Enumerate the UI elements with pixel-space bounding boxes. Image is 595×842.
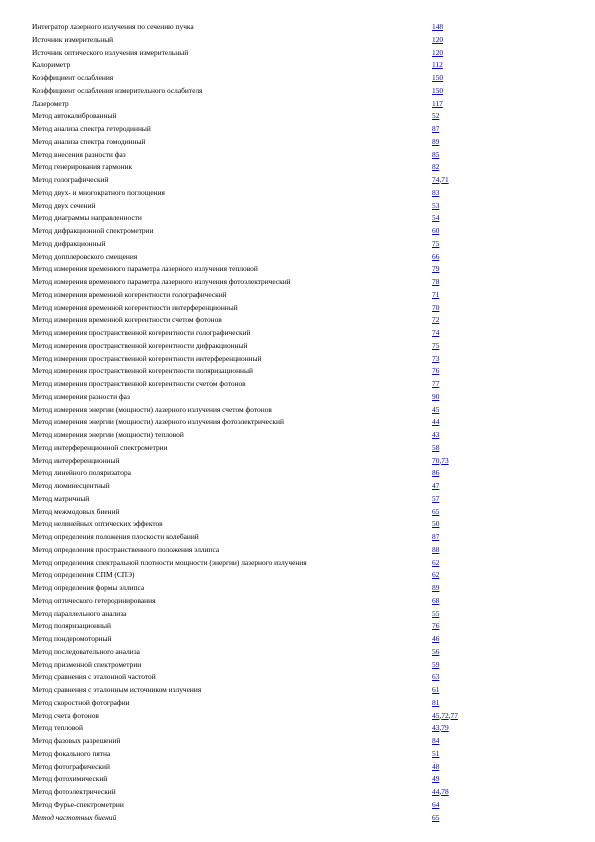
index-entry: [32, 620, 572, 633]
index-entry: [32, 391, 572, 404]
page-references: [432, 467, 439, 480]
index-term: Метод линейного поляризатора: [32, 468, 131, 478]
page-link[interactable]: 87: [432, 124, 440, 133]
page-references: [432, 416, 439, 429]
page-references: [432, 225, 439, 238]
page-link[interactable]: 70: [432, 455, 440, 465]
page-references: [432, 608, 439, 621]
page-link[interactable]: 55: [432, 608, 440, 618]
page-link[interactable]: 46: [432, 634, 440, 643]
page-link[interactable]: 87: [432, 532, 440, 541]
page-references: [432, 442, 439, 455]
page-link[interactable]: 53: [432, 200, 440, 210]
page-references: [432, 289, 439, 302]
index-term: Метод скоростной фотографии: [32, 697, 130, 707]
page-references: [432, 276, 439, 289]
page-references: [432, 455, 449, 468]
page-link[interactable]: 77: [450, 710, 458, 720]
page-link[interactable]: 65: [432, 812, 440, 822]
page-link[interactable]: 120: [432, 47, 444, 57]
page-link[interactable]: 61: [432, 685, 440, 694]
index-entry: [32, 200, 572, 213]
page-references: [432, 340, 439, 353]
page-link[interactable]: 150: [432, 73, 444, 82]
page-references: [432, 174, 449, 187]
page-references: [432, 761, 439, 774]
page-link[interactable]: 72: [432, 315, 440, 325]
page-link[interactable]: 71: [432, 289, 440, 299]
index-term: Метод определения положения плоскости колебаний: [32, 532, 199, 541]
index-entry: [32, 314, 572, 327]
page-link[interactable]: 74: [432, 328, 440, 337]
page-link[interactable]: 73: [432, 353, 440, 363]
page-references: [432, 327, 439, 340]
index-entry: [32, 238, 572, 251]
page-references: [432, 123, 439, 136]
index-entry: [32, 518, 572, 531]
index-term: Метод определения пространственного положения эллипса: [32, 544, 220, 554]
index-entry: [32, 251, 572, 264]
index-entry: [32, 442, 572, 455]
index-entry: [32, 85, 572, 98]
page-references: [432, 314, 439, 327]
page-references: [432, 391, 439, 404]
index-term: Лазерометр: [32, 98, 69, 108]
page-references: [432, 404, 439, 417]
page-link[interactable]: 148: [432, 22, 444, 31]
page-link[interactable]: 89: [432, 583, 440, 592]
page-link[interactable]: 78: [432, 277, 440, 286]
page-references: [432, 212, 439, 225]
page-link[interactable]: 56: [432, 646, 440, 656]
page-link[interactable]: 51: [432, 748, 440, 758]
page-link[interactable]: 43: [432, 723, 440, 733]
page-link[interactable]: 81: [432, 697, 440, 707]
page-references: [432, 59, 443, 72]
index-entry: [32, 263, 572, 276]
index-term: Метод измерения временной когерентности голографический: [32, 289, 227, 299]
index-entry: [32, 812, 572, 825]
index-term: Метод фотографический: [32, 761, 110, 771]
page-references: [432, 684, 439, 697]
page-references: [432, 21, 443, 34]
index-entry: [32, 98, 572, 111]
page-references: [432, 429, 439, 442]
index-term: Метод нелинейных оптических эффектов: [32, 519, 163, 529]
page-link[interactable]: 68: [432, 595, 440, 605]
index-entry: [32, 149, 572, 162]
index-entry: [32, 467, 572, 480]
page-link[interactable]: 58: [432, 442, 440, 452]
index-entry: [32, 633, 572, 646]
page-references: [432, 72, 443, 85]
index-term: Метод измерения пространственной когерентности голографический: [32, 328, 251, 337]
page-separator: ,: [439, 787, 442, 796]
page-references: [432, 353, 439, 366]
index-term: Метод измерения временной когерентности счетом фотонов: [32, 315, 222, 325]
index-entry: [32, 429, 572, 442]
page-link[interactable]: 72: [441, 710, 449, 720]
page-separator: ,: [439, 455, 442, 465]
page-link[interactable]: 79: [441, 723, 449, 733]
page-link[interactable]: 77: [432, 379, 440, 388]
index-term: Метод тепловой: [32, 723, 83, 733]
index-term: Метод двух сечений: [32, 200, 96, 210]
page-link[interactable]: 120: [432, 34, 444, 44]
index-term: Метод допплеровского смещения: [32, 251, 138, 261]
page-references: [432, 671, 439, 684]
page-link[interactable]: 88: [432, 544, 440, 554]
index-term: Метод люминесцентный: [32, 481, 110, 490]
index-term: Метод голографический: [32, 175, 109, 184]
page-link[interactable]: 75: [432, 340, 440, 350]
page-references: [432, 200, 439, 213]
page-link[interactable]: 64: [432, 799, 440, 809]
page-references: [432, 506, 439, 519]
page-link[interactable]: 76: [432, 366, 440, 376]
page-references: [432, 161, 439, 174]
page-link[interactable]: 54: [432, 213, 440, 223]
page-references: [432, 748, 439, 761]
index-entry: [32, 378, 572, 391]
index-entry: [32, 735, 572, 748]
page-references: [432, 85, 443, 98]
index-term: Метод параллельного анализа: [32, 608, 127, 618]
page-link[interactable]: 65: [432, 506, 440, 516]
index-entry: [32, 582, 572, 595]
subject-index: [32, 21, 572, 824]
page-references: [432, 786, 449, 799]
index-entry: [32, 416, 572, 429]
index-term: Метод интерференционной спектрометрии: [32, 442, 168, 452]
page-separator: ,: [439, 175, 442, 184]
index-term: Метод определения формы эллипса: [32, 583, 145, 592]
page-references: [432, 812, 439, 825]
index-entry: [32, 365, 572, 378]
page-link[interactable]: 86: [432, 468, 440, 478]
page-link[interactable]: 85: [432, 149, 440, 159]
index-term: Метод измерения временного параметра лазерного излучения тепловой: [32, 264, 258, 274]
index-term: Метод измерения временного параметра лазерного излучения фотоэлектрический: [32, 277, 291, 286]
index-entry: [32, 340, 572, 353]
index-term: Метод фотоэлектрический: [32, 787, 116, 796]
index-entry: [32, 110, 572, 123]
page-references: [432, 480, 439, 493]
index-entry: [32, 786, 572, 799]
index-term: Метод измерения временной когерентности интерференционный: [32, 302, 238, 312]
index-entry: [32, 72, 572, 85]
page-references: [432, 251, 439, 264]
page-references: [432, 722, 449, 735]
page-references: [432, 710, 458, 723]
index-entry: [32, 710, 572, 723]
index-term: Метод фокального пятна: [32, 748, 111, 758]
index-entry: [32, 506, 572, 519]
page-references: [432, 633, 439, 646]
index-entry: [32, 161, 572, 174]
index-entry: [32, 302, 572, 315]
index-entry: [32, 697, 572, 710]
index-term: Метод анализа спектра гетеродинный: [32, 124, 151, 133]
page-link[interactable]: 50: [432, 519, 440, 529]
page-link[interactable]: 60: [432, 226, 440, 235]
index-entry: [32, 493, 572, 506]
page-references: [432, 493, 439, 506]
page-link[interactable]: 78: [441, 787, 449, 796]
page-references: [432, 518, 439, 531]
index-entry: [32, 595, 572, 608]
index-term: Метод пондеромоторный: [32, 634, 112, 643]
page-references: [432, 569, 439, 582]
page-link[interactable]: 82: [432, 162, 440, 172]
index-term: Интегратор лазерного излучения по сечению пучка: [32, 22, 194, 31]
index-term: Метод измерения энергии (мощности) лазерного излучения счетом фотонов: [32, 404, 272, 414]
index-entry: [32, 748, 572, 761]
index-term: Метод измерения энергии (мощности) лазерного излучения фотоэлектрический: [32, 417, 284, 427]
page-link[interactable]: 76: [432, 621, 440, 631]
index-entry: [32, 722, 572, 735]
page-link[interactable]: 84: [432, 736, 440, 745]
index-entry: [32, 59, 572, 72]
page-separator: ,: [439, 723, 442, 733]
page-link[interactable]: 45: [432, 710, 440, 720]
page-references: [432, 735, 439, 748]
page-references: [432, 544, 439, 557]
page-link[interactable]: 79: [432, 264, 440, 274]
page-link[interactable]: 48: [432, 761, 440, 771]
page-link[interactable]: 45: [432, 404, 440, 414]
page-references: [432, 98, 443, 111]
page-references: [432, 365, 439, 378]
index-term: Метод межмодовых биений: [32, 506, 120, 516]
page-references: [432, 799, 439, 812]
index-entry: [32, 531, 572, 544]
index-term: Метод призменной спектрометрии: [32, 659, 142, 669]
page-link[interactable]: 47: [432, 481, 440, 490]
index-term: Метод измерения пространственной когерентности счетом фотонов: [32, 379, 246, 388]
index-entry: [32, 327, 572, 340]
index-term: Метод счета фотонов: [32, 710, 99, 720]
index-entry: [32, 480, 572, 493]
page-link[interactable]: 49: [432, 774, 440, 784]
page-references: [432, 595, 439, 608]
page-references: [432, 697, 439, 710]
page-link[interactable]: 83: [432, 187, 440, 197]
page-references: [432, 531, 439, 544]
index-term: Коэффициент ослабления: [32, 73, 114, 82]
page-references: [432, 646, 439, 659]
index-entry: [32, 289, 572, 302]
page-references: [432, 557, 439, 570]
index-term: Метод оптического гетеродинирования: [32, 595, 156, 605]
page-references: [432, 187, 439, 200]
page-link[interactable]: 57: [432, 493, 440, 503]
index-entry: [32, 136, 572, 149]
index-entry: [32, 557, 572, 570]
page-link[interactable]: 112: [432, 60, 443, 70]
page-link[interactable]: 43: [432, 430, 440, 439]
index-term: Источник оптического излучения измерительный: [32, 47, 189, 57]
index-entry: [32, 21, 572, 34]
page-link[interactable]: 90: [432, 391, 440, 401]
index-term: Метод фазовых разрешений: [32, 736, 121, 745]
page-references: [432, 110, 439, 123]
index-entry: [32, 608, 572, 621]
page-link[interactable]: 44: [432, 787, 440, 796]
page-link[interactable]: 62: [432, 557, 440, 567]
index-term: Метод сравнения с эталонным источником излучения: [32, 685, 202, 694]
page-link[interactable]: 62: [432, 570, 440, 580]
page-link[interactable]: 74: [432, 175, 440, 184]
index-term: Метод частотных биений: [32, 812, 117, 822]
page-link[interactable]: 44: [432, 417, 440, 427]
page-references: [432, 238, 439, 251]
index-term: Калориметр: [32, 60, 71, 70]
page-references: [432, 620, 439, 633]
page-references: [432, 378, 439, 391]
index-term: Метод матричный: [32, 493, 90, 503]
index-entry: [32, 123, 572, 136]
index-term: Метод определения СПМ (СПЭ): [32, 570, 135, 580]
page-references: [432, 582, 439, 595]
index-term: Метод автокалиброванный: [32, 111, 117, 121]
index-entry: [32, 455, 572, 468]
page-link[interactable]: 63: [432, 672, 440, 682]
index-term: Метод анализа спектра гомодинный: [32, 136, 146, 146]
index-term: Источник измерительный: [32, 34, 114, 44]
page-references: [432, 659, 439, 672]
page-link[interactable]: 70: [432, 302, 440, 312]
index-term: Метод интерференционный: [32, 455, 120, 465]
index-term: Метод измерения пространственной когерентности интерференционный: [32, 353, 262, 363]
index-term: Коэффициент ослабления измерительного ослабителя: [32, 85, 203, 95]
index-entry: [32, 34, 572, 47]
index-term: Метод фотохимический: [32, 774, 108, 784]
index-term: Метод дифракционной спектрометрии: [32, 226, 154, 235]
index-entry: [32, 761, 572, 774]
index-term: Метод последовательного анализа: [32, 646, 140, 656]
page-link[interactable]: 52: [432, 111, 440, 121]
index-term: Метод измерения пространственной когерентности поляризационный: [32, 366, 253, 376]
index-term: Метод генерирования гармоник: [32, 162, 133, 172]
index-entry: [32, 276, 572, 289]
page-link[interactable]: 89: [432, 136, 440, 146]
index-entry: [32, 569, 572, 582]
page-references: [432, 34, 443, 47]
index-term: Метод определения спектральной плотности мощности (энергии) лазерного излучения: [32, 557, 307, 567]
index-entry: [32, 225, 572, 238]
index-term: Метод измерения пространственной когерентности дифракционный: [32, 340, 248, 350]
index-entry: [32, 646, 572, 659]
index-entry: [32, 174, 572, 187]
page-references: [432, 149, 439, 162]
index-term: Метод диаграммы направленности: [32, 213, 142, 223]
index-term: Метод Фурье-спектрометрии: [32, 799, 124, 809]
index-entry: [32, 671, 572, 684]
page-link[interactable]: 59: [432, 659, 440, 669]
index-term: Метод сравнения с эталонной частотой: [32, 672, 156, 682]
index-entry: [32, 212, 572, 225]
index-entry: [32, 659, 572, 672]
index-term: Метод дифракционный: [32, 238, 106, 248]
page-references: [432, 302, 439, 315]
page-separator: ,: [448, 710, 451, 720]
page-references: [432, 136, 439, 149]
index-entry: [32, 353, 572, 366]
page-link[interactable]: 71: [441, 175, 449, 184]
page-link[interactable]: 75: [432, 238, 440, 248]
page-references: [432, 263, 439, 276]
index-entry: [32, 404, 572, 417]
index-term: Метод двух- и многократного поглощения: [32, 187, 165, 197]
index-term: Метод измерения разности фаз: [32, 391, 130, 401]
index-entry: [32, 187, 572, 200]
index-entry: [32, 47, 572, 60]
page-link[interactable]: 73: [441, 455, 449, 465]
page-link[interactable]: 117: [432, 98, 443, 108]
index-term: Метод поляризационный: [32, 621, 111, 631]
index-term: Метод измерения энергии (мощности) тепловой: [32, 430, 184, 439]
index-entry: [32, 544, 572, 557]
page-separator: ,: [439, 710, 442, 720]
page-link[interactable]: 66: [432, 251, 440, 261]
page-references: [432, 773, 439, 786]
index-entry: [32, 773, 572, 786]
page-references: [432, 47, 443, 60]
index-term: Метод внесения разности фаз: [32, 149, 126, 159]
page-link[interactable]: 150: [432, 85, 444, 95]
index-entry: [32, 799, 572, 812]
index-entry: [32, 684, 572, 697]
